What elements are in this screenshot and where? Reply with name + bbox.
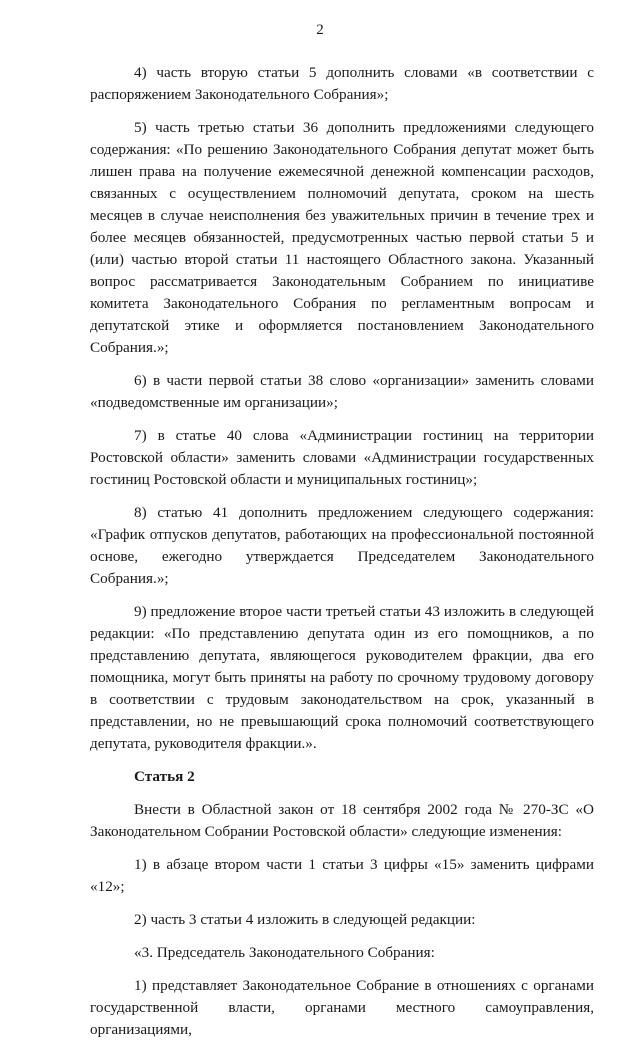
paragraph-item-7: 7) в статье 40 слова «Администрации гостиниц на территории Ростовской области» заменить словами «Администрации государственных гостиниц Ростовской области и муниципальных гостиниц»; <box>90 427 594 488</box>
article-heading: Статья 2 <box>134 768 195 785</box>
document-body <box>90 62 594 1052</box>
page-number: 2 <box>316 22 324 38</box>
paragraph-item-8: 8) статью 41 дополнить предложением следующего содержания: «График отпусков депутатов, работающих на профессиональной постоянной основе, ежегодно утверждается Председателем Законодательного Собрания.»; <box>90 504 594 587</box>
article-intro: Внести в Областной закон от 18 сентября 2002 года № 270-ЗС «О Законодательном Собрании Ростовской области» следующие изменения: <box>90 801 594 840</box>
paragraph-item-4: 4) часть вторую статьи 5 дополнить словами «в соответствии с распоряжением Законодательного Собрания»; <box>90 64 594 103</box>
article-quote-start: «3. Председатель Законодательного Собрания: <box>134 944 435 961</box>
article-subitem-1: 1) представляет Законодательное Собрание в отношениях с органами государственной власти, органами местного самоуправления, организациями, <box>90 977 594 1038</box>
paragraph-item-5: 5) часть третью статьи 36 дополнить предложениями следующего содержания: «По решению Законодательного Собрания депутат может быть лишен права на получение ежемесячной денежной компенсации расходов, связанных с осуществлением полномочий депутата, сроком на шесть месяцев в случае неисполнения без уважительных причин в течение трех и более месяцев обязанностей, предусмотренных частью первой статьи 5 и (или) частью второй статьи 11 настоящего Областного закона. Указанный вопрос рассматривается Законодательным Собранием по инициативе комитета Законодательного Собрания по регламентным вопросам и депутатской этике и оформляется постановлением Законодательного Собрания.»; <box>90 119 594 356</box>
paragraph-item-6: 6) в части первой статьи 38 слово «организации» заменить словами «подведомственные им организации»; <box>90 372 594 411</box>
article-item-2: 2) часть 3 статьи 4 изложить в следующей редакции: <box>134 911 476 928</box>
paragraph-item-9: 9) предложение второе части третьей статьи 43 изложить в следующей редакции: «По представлению депутата один из его помощников, а по представлению депутата, являющегося руководителем фракции, два его помощника, могут быть приняты на работу по срочному трудовому договору в соответствии с трудовым законодательством на срок, указанный в представлении, но не превышающий срока полномочий соответствующего депутата, руководителя фракции.». <box>90 603 594 752</box>
article-item-1: 1) в абзаце втором части 1 статьи 3 цифры «15» заменить цифрами «12»; <box>90 856 594 895</box>
